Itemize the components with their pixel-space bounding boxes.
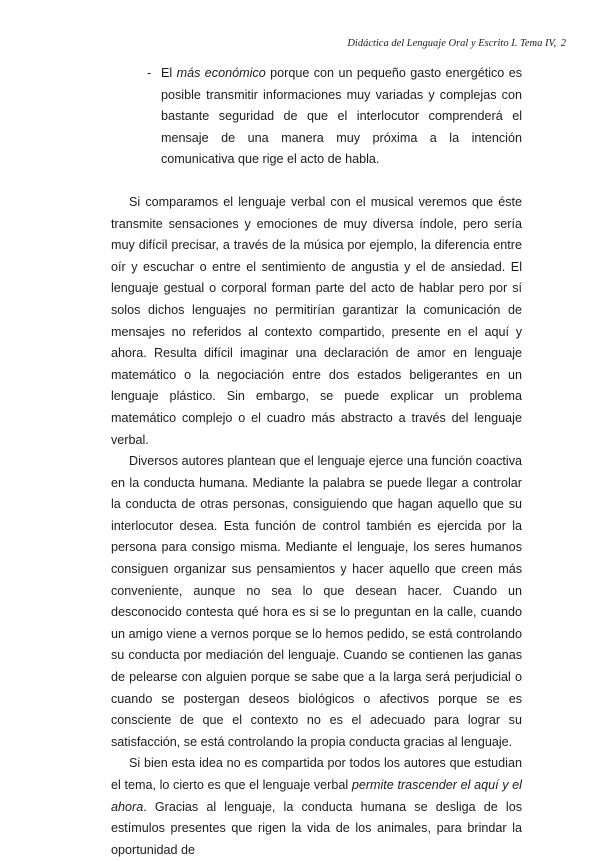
paragraph-3-pre: Si bien esta idea no es compartida por todos los autores que estudian el tema, lo cierto es que el lenguaje verbal (111, 756, 522, 792)
bullet-item (111, 63, 522, 171)
bullet-dash: - (147, 66, 152, 80)
page-number: 2 (560, 38, 566, 49)
bullet-text-post: porque con un pequeño gasto energético es posible transmitir informaciones muy variadas y complejas con bastante seguridad de que el interlocutor comprenderá el mensaje de una manera muy próxima a la intención comunicativa que rige el acto de habla. (161, 66, 523, 167)
header-title: Didáctica del Lenguaje Oral y Escrito I. Tema IV, (347, 38, 557, 49)
bullet-text-pre: El (161, 66, 177, 80)
running-header (347, 38, 566, 49)
bullet-emphasis: más económico (176, 66, 266, 80)
paragraph-3-post: . Gracias al lenguaje, la conducta humana se desliga de los estímulos presentes que rigen la vida de los animales, para brindar la oportunidad de (111, 799, 522, 857)
paragraph-3-emphasis: permite trascender el aquí y el ahora (111, 778, 522, 814)
body-text (111, 63, 522, 861)
paragraph-1: Si comparamos el lenguaje verbal con el musical veremos que éste transmite sensaciones y emociones de muy diversa índole, pero sería muy difícil precisar, a través de la música por ejemplo, la diferencia entre oír y escuchar o entre el sentimiento de angustia y el de ansiedad. El lenguaje gestual o corporal forman parte del acto de hablar pero por sí solos dichos lenguajes no permitirían garantizar la comunicación de mensajes no referidos al contexto compartido, presente en el aquí y ahora. Resulta difícil imaginar una declaración de amor en lenguaje matemático o la negociación entre dos estados beligerantes en un lenguaje plástico. Sin embargo, se puede explicar un problema matemático complejo o el cuadro más abstracto a través del lenguaje verbal. (111, 194, 522, 447)
paragraph-2: Diversos autores plantean que el lenguaje ejerce una función coactiva en la conducta humana. Mediante la palabra se puede llegar a controlar la conducta de otras personas, consiguiendo que hagan aquello que su interlocutor desea. Esta función de control también es ejercida por la persona para consigo misma. Mediante el lenguaje, los seres humanos consiguen organizar sus pensamientos y hacer aquello que creen más conveniente, aunque no sea lo que desean hacer. Cuando un desconocido contesta qué hora es si se lo preguntan en la calle, cuando un amigo viene a vernos porque se lo hemos pedido, se está controlando su conducta por mediación del lenguaje. Cuando se contienen las ganas de pelearse con alguien porque se sabe que a la larga será perjudicial o cuando se postergan deseos biológicos o afectivos porque se es consciente de que el contexto no es el adecuado para lograr su satisfacción, se está controlando la propia conducta gracias al lenguaje. (111, 454, 522, 749)
paragraph-3 (111, 753, 522, 861)
paragraph-gap (111, 171, 522, 192)
